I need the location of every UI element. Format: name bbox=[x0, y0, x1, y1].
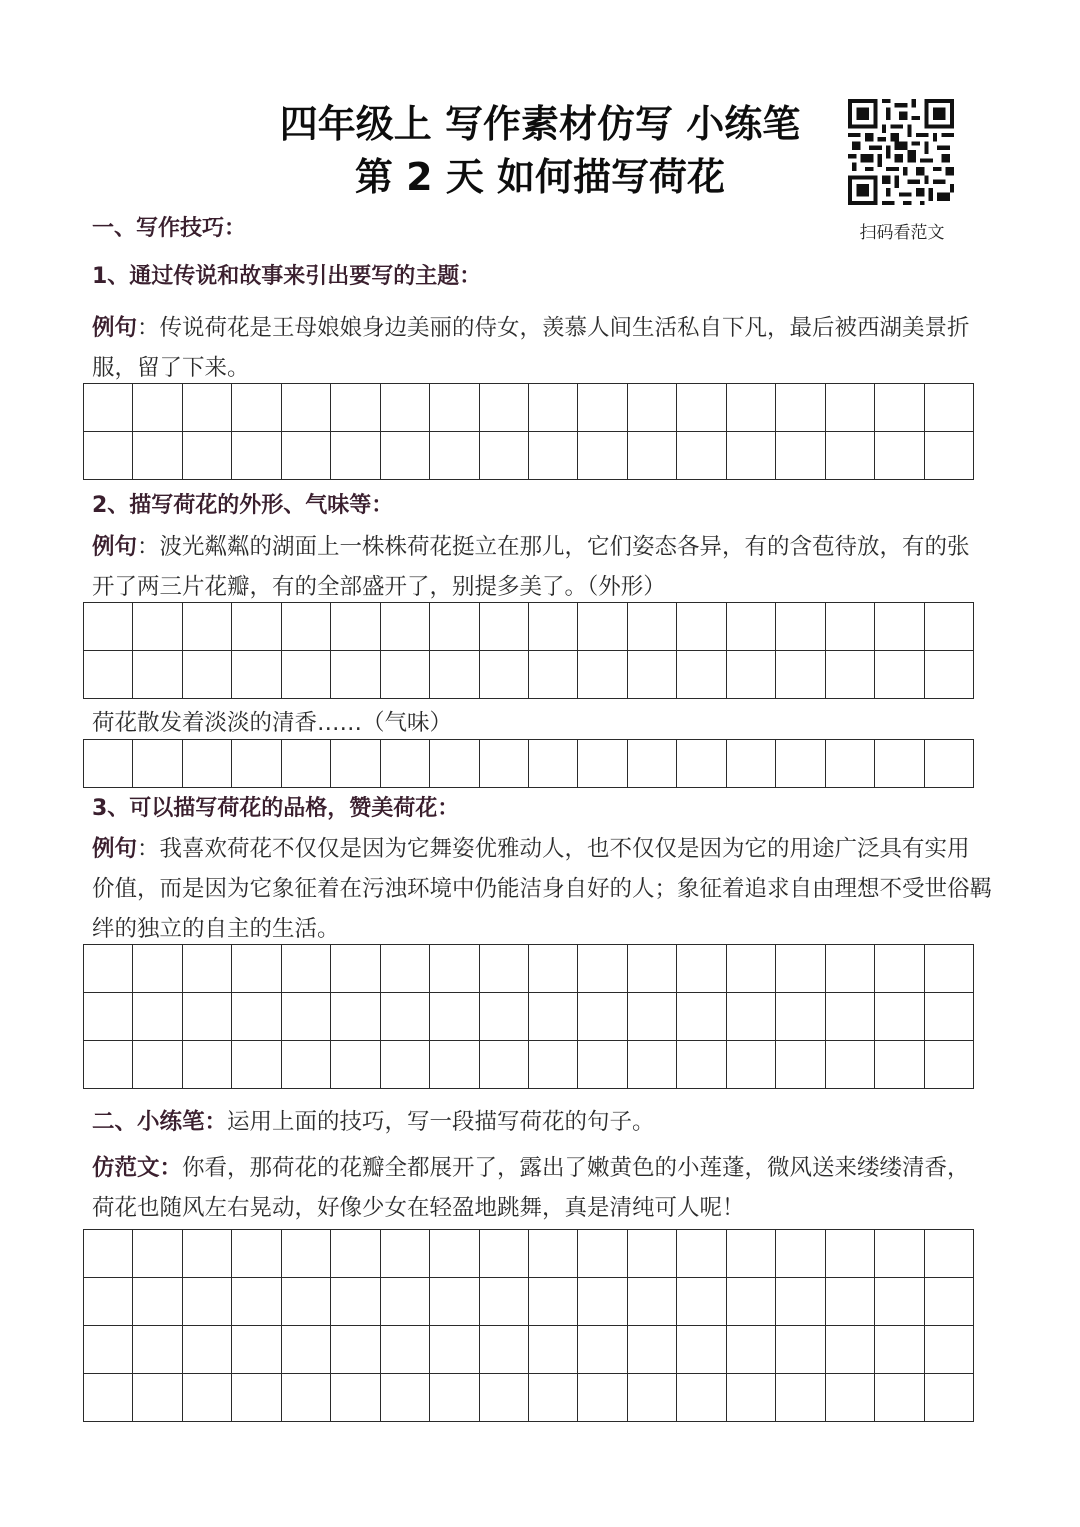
grid-cell[interactable] bbox=[727, 945, 776, 993]
grid-cell[interactable] bbox=[430, 1041, 479, 1089]
grid-cell[interactable] bbox=[776, 651, 825, 699]
grid-cell[interactable] bbox=[430, 1374, 479, 1422]
grid-cell[interactable] bbox=[480, 945, 529, 993]
technique-2-example bbox=[92, 527, 992, 607]
grid-cell[interactable] bbox=[628, 1278, 677, 1326]
grid-cell[interactable] bbox=[183, 384, 232, 432]
grid-cell[interactable] bbox=[677, 945, 726, 993]
grid-cell[interactable] bbox=[826, 740, 875, 788]
grid-cell[interactable] bbox=[232, 1374, 281, 1422]
grid-cell[interactable] bbox=[826, 993, 875, 1041]
grid-cell[interactable] bbox=[776, 432, 825, 480]
page-title: 四年级上 写作素材仿写 小练笔 bbox=[279, 102, 801, 146]
grid-cell[interactable] bbox=[677, 1230, 726, 1278]
grid-cell[interactable] bbox=[480, 1230, 529, 1278]
grid-cell[interactable] bbox=[529, 1374, 578, 1422]
grid-cell[interactable] bbox=[430, 1326, 479, 1374]
grid-cell[interactable] bbox=[331, 1326, 380, 1374]
model-essay bbox=[92, 1148, 992, 1228]
grid-cell[interactable] bbox=[133, 603, 182, 651]
grid-cell[interactable] bbox=[430, 993, 479, 1041]
writing-grid-3[interactable] bbox=[83, 739, 974, 788]
grid-cell[interactable] bbox=[232, 432, 281, 480]
grid-cell[interactable] bbox=[677, 384, 726, 432]
grid-cell[interactable] bbox=[529, 945, 578, 993]
technique-3-example bbox=[92, 829, 992, 949]
grid-cell[interactable] bbox=[925, 384, 974, 432]
grid-cell[interactable] bbox=[677, 740, 726, 788]
writing-grid-5[interactable] bbox=[83, 1229, 974, 1422]
grid-cell[interactable] bbox=[183, 432, 232, 480]
grid-cell[interactable] bbox=[183, 603, 232, 651]
grid-cell[interactable] bbox=[529, 651, 578, 699]
grid-cell[interactable] bbox=[875, 993, 924, 1041]
grid-cell[interactable] bbox=[84, 740, 133, 788]
grid-cell[interactable] bbox=[133, 432, 182, 480]
grid-cell[interactable] bbox=[381, 1230, 430, 1278]
grid-cell[interactable] bbox=[875, 1374, 924, 1422]
grid-cell[interactable] bbox=[84, 993, 133, 1041]
grid-cell[interactable] bbox=[529, 1278, 578, 1326]
grid-cell[interactable] bbox=[826, 603, 875, 651]
grid-cell[interactable] bbox=[578, 945, 627, 993]
grid-cell[interactable] bbox=[677, 1041, 726, 1089]
model-essay-text: 你看，那荷花的花瓣全都展开了，露出了嫩黄色的小莲蓬，微风送来缕缕清香，荷花也随风左右晃动，好像少女在轻盈地跳舞，真是清纯可人呢！ bbox=[92, 1155, 970, 1221]
grid-cell[interactable] bbox=[480, 1374, 529, 1422]
technique-1-example bbox=[92, 308, 992, 388]
grid-cell[interactable] bbox=[578, 651, 627, 699]
grid-cell[interactable] bbox=[677, 1278, 726, 1326]
grid-cell[interactable] bbox=[430, 603, 479, 651]
grid-cell[interactable] bbox=[133, 945, 182, 993]
grid-cell[interactable] bbox=[628, 432, 677, 480]
grid-cell[interactable] bbox=[826, 384, 875, 432]
grid-cell[interactable] bbox=[826, 651, 875, 699]
grid-cell[interactable] bbox=[628, 1230, 677, 1278]
grid-cell[interactable] bbox=[183, 945, 232, 993]
grid-cell[interactable] bbox=[875, 1326, 924, 1374]
grid-cell[interactable] bbox=[430, 1230, 479, 1278]
grid-cell[interactable] bbox=[133, 651, 182, 699]
technique-2-example-smell: 荷花散发着淡淡的清香……（气味） bbox=[92, 710, 453, 736]
grid-cell[interactable] bbox=[480, 1326, 529, 1374]
grid-cell[interactable] bbox=[875, 432, 924, 480]
grid-cell[interactable] bbox=[381, 603, 430, 651]
grid-cell[interactable] bbox=[826, 1230, 875, 1278]
grid-cell[interactable] bbox=[381, 945, 430, 993]
practice-instruction-text: 运用上面的技巧，写一段描写荷花的句子。 bbox=[227, 1109, 655, 1135]
qr-caption: 扫码看范文 bbox=[859, 223, 945, 243]
grid-cell[interactable] bbox=[727, 740, 776, 788]
grid-cell[interactable] bbox=[183, 993, 232, 1041]
grid-cell[interactable] bbox=[84, 1230, 133, 1278]
example-label: 例句 bbox=[92, 315, 138, 341]
grid-cell[interactable] bbox=[133, 993, 182, 1041]
grid-cell[interactable] bbox=[727, 1374, 776, 1422]
grid-cell[interactable] bbox=[381, 1041, 430, 1089]
grid-cell[interactable] bbox=[232, 651, 281, 699]
grid-cell[interactable] bbox=[628, 993, 677, 1041]
grid-cell[interactable] bbox=[331, 1278, 380, 1326]
grid-cell[interactable] bbox=[776, 1041, 825, 1089]
grid-cell[interactable] bbox=[84, 432, 133, 480]
grid-cell[interactable] bbox=[282, 1041, 331, 1089]
grid-cell[interactable] bbox=[183, 1278, 232, 1326]
grid-cell[interactable] bbox=[578, 740, 627, 788]
grid-cell[interactable] bbox=[381, 384, 430, 432]
grid-cell[interactable] bbox=[529, 740, 578, 788]
grid-cell[interactable] bbox=[578, 993, 627, 1041]
grid-cell[interactable] bbox=[381, 1374, 430, 1422]
grid-cell[interactable] bbox=[331, 603, 380, 651]
grid-cell[interactable] bbox=[578, 384, 627, 432]
grid-cell[interactable] bbox=[430, 384, 479, 432]
grid-cell[interactable] bbox=[232, 603, 281, 651]
grid-cell[interactable] bbox=[925, 993, 974, 1041]
example-text: ：传说荷花是王母娘娘身边美丽的侍女，羡慕人间生活私自下凡，最后被西湖美景折服，留了下来。 bbox=[92, 315, 970, 381]
grid-cell[interactable] bbox=[84, 945, 133, 993]
grid-cell[interactable] bbox=[84, 384, 133, 432]
grid-cell[interactable] bbox=[480, 740, 529, 788]
grid-cell[interactable] bbox=[578, 432, 627, 480]
grid-cell[interactable] bbox=[826, 1326, 875, 1374]
page-subtitle: 第 2 天 如何描写荷花 bbox=[354, 155, 726, 199]
grid-cell[interactable] bbox=[232, 945, 281, 993]
grid-cell[interactable] bbox=[925, 740, 974, 788]
grid-cell[interactable] bbox=[331, 1374, 380, 1422]
grid-cell[interactable] bbox=[480, 432, 529, 480]
grid-cell[interactable] bbox=[84, 1326, 133, 1374]
grid-cell[interactable] bbox=[925, 651, 974, 699]
grid-cell[interactable] bbox=[628, 651, 677, 699]
example-label: 例句 bbox=[92, 836, 138, 862]
grid-cell[interactable] bbox=[282, 945, 331, 993]
grid-cell[interactable] bbox=[776, 384, 825, 432]
grid-cell[interactable] bbox=[480, 651, 529, 699]
grid-cell[interactable] bbox=[381, 993, 430, 1041]
grid-cell[interactable] bbox=[331, 740, 380, 788]
grid-cell[interactable] bbox=[826, 1374, 875, 1422]
grid-cell[interactable] bbox=[84, 1041, 133, 1089]
writing-grid-1[interactable] bbox=[83, 383, 974, 480]
grid-cell[interactable] bbox=[282, 993, 331, 1041]
grid-cell[interactable] bbox=[331, 384, 380, 432]
grid-cell[interactable] bbox=[133, 1230, 182, 1278]
grid-cell[interactable] bbox=[578, 603, 627, 651]
grid-cell[interactable] bbox=[776, 1326, 825, 1374]
grid-cell[interactable] bbox=[133, 1278, 182, 1326]
grid-cell[interactable] bbox=[578, 1326, 627, 1374]
grid-cell[interactable] bbox=[529, 1041, 578, 1089]
grid-cell[interactable] bbox=[628, 945, 677, 993]
grid-cell[interactable] bbox=[727, 432, 776, 480]
grid-cell[interactable] bbox=[826, 945, 875, 993]
grid-cell[interactable] bbox=[925, 1230, 974, 1278]
grid-cell[interactable] bbox=[183, 1374, 232, 1422]
grid-cell[interactable] bbox=[282, 1278, 331, 1326]
grid-cell[interactable] bbox=[776, 1374, 825, 1422]
grid-cell[interactable] bbox=[282, 1374, 331, 1422]
grid-cell[interactable] bbox=[282, 384, 331, 432]
section-heading-techniques: 一、写作技巧： bbox=[92, 216, 247, 241]
section-heading-practice: 二、小练笔： bbox=[92, 1109, 228, 1135]
grid-cell[interactable] bbox=[430, 432, 479, 480]
example-label: 例句 bbox=[92, 534, 138, 560]
grid-cell[interactable] bbox=[628, 384, 677, 432]
grid-cell[interactable] bbox=[232, 1278, 281, 1326]
grid-cell[interactable] bbox=[727, 1326, 776, 1374]
grid-cell[interactable] bbox=[578, 1278, 627, 1326]
grid-cell[interactable] bbox=[578, 1230, 627, 1278]
grid-cell[interactable] bbox=[183, 740, 232, 788]
grid-cell[interactable] bbox=[480, 1278, 529, 1326]
grid-cell[interactable] bbox=[331, 945, 380, 993]
grid-cell[interactable] bbox=[183, 1326, 232, 1374]
example-text: ：波光粼粼的湖面上一株株荷花挺立在那儿，它们姿态各异，有的含苞待放，有的张开了两三片花瓣，有的全部盛开了，别提多美了。（外形） bbox=[92, 534, 970, 600]
grid-cell[interactable] bbox=[282, 651, 331, 699]
grid-cell[interactable] bbox=[232, 993, 281, 1041]
grid-cell[interactable] bbox=[232, 384, 281, 432]
grid-cell[interactable] bbox=[381, 740, 430, 788]
grid-cell[interactable] bbox=[727, 1230, 776, 1278]
writing-grid-4[interactable] bbox=[83, 944, 974, 1089]
grid-cell[interactable] bbox=[727, 1278, 776, 1326]
grid-cell[interactable] bbox=[727, 993, 776, 1041]
grid-cell[interactable] bbox=[925, 603, 974, 651]
grid-cell[interactable] bbox=[925, 1041, 974, 1089]
grid-cell[interactable] bbox=[875, 945, 924, 993]
grid-cell[interactable] bbox=[826, 432, 875, 480]
grid-cell[interactable] bbox=[677, 432, 726, 480]
grid-cell[interactable] bbox=[776, 740, 825, 788]
grid-cell[interactable] bbox=[232, 1230, 281, 1278]
grid-cell[interactable] bbox=[381, 651, 430, 699]
grid-cell[interactable] bbox=[875, 384, 924, 432]
grid-cell[interactable] bbox=[331, 432, 380, 480]
grid-cell[interactable] bbox=[677, 603, 726, 651]
grid-cell[interactable] bbox=[183, 1230, 232, 1278]
grid-cell[interactable] bbox=[331, 1230, 380, 1278]
qr-code-icon bbox=[848, 99, 954, 205]
grid-cell[interactable] bbox=[727, 384, 776, 432]
grid-cell[interactable] bbox=[677, 1326, 726, 1374]
grid-cell[interactable] bbox=[529, 603, 578, 651]
technique-1-heading: 1、通过传说和故事来引出要写的主题： bbox=[92, 264, 482, 289]
grid-cell[interactable] bbox=[628, 1041, 677, 1089]
grid-cell[interactable] bbox=[84, 603, 133, 651]
grid-cell[interactable] bbox=[133, 1326, 182, 1374]
grid-cell[interactable] bbox=[529, 432, 578, 480]
grid-cell[interactable] bbox=[232, 740, 281, 788]
grid-cell[interactable] bbox=[875, 740, 924, 788]
practice-instruction bbox=[92, 1102, 992, 1142]
grid-cell[interactable] bbox=[875, 651, 924, 699]
grid-cell[interactable] bbox=[776, 1278, 825, 1326]
grid-cell[interactable] bbox=[381, 1278, 430, 1326]
grid-cell[interactable] bbox=[578, 1374, 627, 1422]
grid-cell[interactable] bbox=[84, 1278, 133, 1326]
grid-cell[interactable] bbox=[282, 432, 331, 480]
grid-cell[interactable] bbox=[578, 1041, 627, 1089]
grid-cell[interactable] bbox=[925, 1374, 974, 1422]
grid-cell[interactable] bbox=[776, 603, 825, 651]
grid-cell[interactable] bbox=[677, 993, 726, 1041]
grid-cell[interactable] bbox=[232, 1041, 281, 1089]
grid-cell[interactable] bbox=[628, 1374, 677, 1422]
technique-2-heading: 2、描写荷花的外形、气味等： bbox=[92, 493, 394, 518]
grid-cell[interactable] bbox=[875, 1230, 924, 1278]
grid-cell[interactable] bbox=[183, 651, 232, 699]
grid-cell[interactable] bbox=[480, 1041, 529, 1089]
grid-cell[interactable] bbox=[133, 740, 182, 788]
grid-cell[interactable] bbox=[727, 651, 776, 699]
grid-cell[interactable] bbox=[529, 1326, 578, 1374]
grid-cell[interactable] bbox=[628, 740, 677, 788]
grid-cell[interactable] bbox=[430, 740, 479, 788]
grid-cell[interactable] bbox=[529, 1230, 578, 1278]
grid-cell[interactable] bbox=[776, 945, 825, 993]
grid-cell[interactable] bbox=[133, 1374, 182, 1422]
grid-cell[interactable] bbox=[133, 1041, 182, 1089]
grid-cell[interactable] bbox=[529, 384, 578, 432]
grid-cell[interactable] bbox=[430, 651, 479, 699]
grid-cell[interactable] bbox=[628, 1326, 677, 1374]
grid-cell[interactable] bbox=[331, 1041, 380, 1089]
grid-cell[interactable] bbox=[776, 1230, 825, 1278]
grid-cell[interactable] bbox=[480, 993, 529, 1041]
grid-cell[interactable] bbox=[183, 1041, 232, 1089]
grid-cell[interactable] bbox=[826, 1278, 875, 1326]
grid-cell[interactable] bbox=[480, 384, 529, 432]
grid-cell[interactable] bbox=[480, 603, 529, 651]
grid-cell[interactable] bbox=[430, 945, 479, 993]
grid-cell[interactable] bbox=[381, 1326, 430, 1374]
grid-cell[interactable] bbox=[727, 603, 776, 651]
grid-cell[interactable] bbox=[875, 603, 924, 651]
grid-cell[interactable] bbox=[133, 384, 182, 432]
grid-cell[interactable] bbox=[381, 432, 430, 480]
grid-cell[interactable] bbox=[282, 603, 331, 651]
technique-3-heading: 3、可以描写荷花的品格，赞美荷花： bbox=[92, 796, 460, 821]
grid-cell[interactable] bbox=[331, 993, 380, 1041]
example-text: ：我喜欢荷花不仅仅是因为它舞姿优雅动人，也不仅仅是因为它的用途广泛具有实用价值，而是因为它象征着在污浊环境中仍能洁身自好的人；象征着追求自由理想不受世俗羁绊的独立的自主的生活。 bbox=[92, 836, 993, 942]
grid-cell[interactable] bbox=[875, 1041, 924, 1089]
grid-cell[interactable] bbox=[628, 603, 677, 651]
writing-grid-2[interactable] bbox=[83, 602, 974, 699]
grid-cell[interactable] bbox=[282, 1230, 331, 1278]
grid-cell[interactable] bbox=[875, 1278, 924, 1326]
grid-cell[interactable] bbox=[776, 993, 825, 1041]
grid-cell[interactable] bbox=[925, 432, 974, 480]
model-essay-label: 仿范文： bbox=[92, 1155, 183, 1181]
grid-cell[interactable] bbox=[282, 1326, 331, 1374]
grid-cell[interactable] bbox=[232, 1326, 281, 1374]
grid-cell[interactable] bbox=[282, 740, 331, 788]
grid-cell[interactable] bbox=[727, 1041, 776, 1089]
grid-cell[interactable] bbox=[826, 1041, 875, 1089]
grid-cell[interactable] bbox=[331, 651, 380, 699]
grid-cell[interactable] bbox=[430, 1278, 479, 1326]
grid-cell[interactable] bbox=[677, 651, 726, 699]
grid-cell[interactable] bbox=[529, 993, 578, 1041]
grid-cell[interactable] bbox=[84, 1374, 133, 1422]
grid-cell[interactable] bbox=[925, 945, 974, 993]
grid-cell[interactable] bbox=[84, 651, 133, 699]
grid-cell[interactable] bbox=[677, 1374, 726, 1422]
grid-cell[interactable] bbox=[925, 1326, 974, 1374]
grid-cell[interactable] bbox=[925, 1278, 974, 1326]
